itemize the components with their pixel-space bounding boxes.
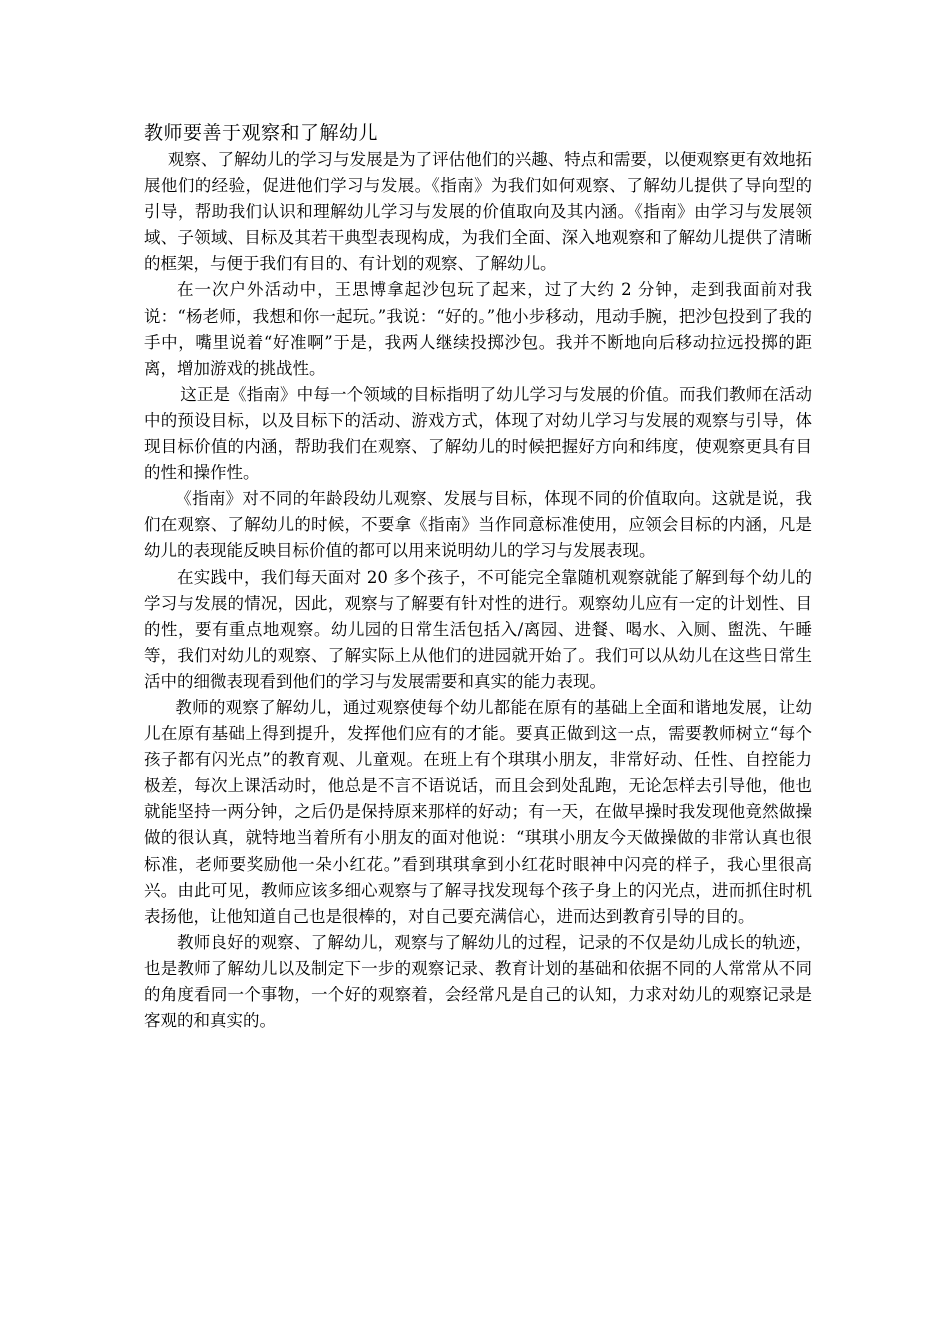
document-page [144,119,812,1034]
paragraph-5: 在实践中，我们每天面对 20 多个孩子，不可能完全靠随机观察就能了解到每个幼儿的学习与发展的情况，因此，观察与了解要有针对性的进行。观察幼儿应有一定的计划性、目的性，要有重点地观察。幼儿园的日常生活包括入/离园、进餐、喝水、入厕、盥洗、午睡等，我们对幼儿的观察、了解实际上从他们的进园就开始了。我们可以从幼儿在这些日常生活中的细微表现看到他们的学习与发展需要和真实的能力表现。 [144,567,812,691]
document-title: 教师要善于观察和了解幼儿 [144,122,379,144]
paragraph-2: 在一次户外活动中，王思博拿起沙包玩了起来，过了大约 2 分钟，走到我面前对我说：“杨老师，我想和你一起玩。”我说：“好的。”他小步移动，甩动手腕，把沙包投到了我的手中，嘴里说着“好准啊”于是，我两人继续投掷沙包。我并不断地向后移动拉远投掷的距离，增加游戏的挑战性。 [144,280,812,378]
paragraph-3: 这正是《指南》中每一个领域的目标指明了幼儿学习与发展的价值。而我们教师在活动中的预设目标，以及目标下的活动、游戏方式，体现了对幼儿学习与发展的观察与引导，体现目标价值的内涵，帮助我们在观察、了解幼儿的时候把握好方向和纬度，使观察更具有目的性和操作性。 [144,384,812,483]
paragraph-7: 教师良好的观察、了解幼儿，观察与了解幼儿的过程，记录的不仅是幼儿成长的轨迹，也是教师了解幼儿以及制定下一步的观察记录、教育计划的基础和依据不同的人常常从不同的角度看同一个事物，一个好的观察着，会经常凡是自己的认知，力求对幼儿的观察记录是客观的和真实的。 [144,932,812,1031]
paragraph-4: 《指南》对不同的年龄段幼儿观察、发展与目标，体现不同的价值取向。这就是说，我们在观察、了解幼儿的时候，不要拿《指南》当作同意标准使用，应领会目标的内涵，凡是幼儿的表现能反映目标价值的都可以用来说明幼儿的学习与发展表现。 [144,489,812,561]
paragraph-1: 观察、了解幼儿的学习与发展是为了评估他们的兴趣、特点和需要，以便观察更有效地拓展他们的经验，促进他们学习与发展。《指南》为我们如何观察、了解幼儿提供了导向型的引导，帮助我们认识和理解幼儿学习与发展的价值取向及其内涵。《指南》由学习与发展领域、子领域、目标及其若干典型表现构成，为我们全面、深入地观察和了解幼儿提供了清晰的框架，与便于我们有目的、有计划的观察、了解幼儿。 [144,150,812,274]
paragraph-6: 教师的观察了解幼儿，通过观察使每个幼儿都能在原有的基础上全面和谐地发展，让幼儿在原有基础上得到提升，发挥他们应有的才能。要真正做到这一点，需要教师树立“每个孩子都有闪光点”的教育观、儿童观。在班上有个琪琪小朋友，非常好动、任性、自控能力极差，每次上课活动时，他总是不言不语说话，而且会到处乱跑，无论怎样去引导他，他也就能坚持一两分钟，之后仍是保持原来那样的好动；有一天，在做早操时我发现他竟然做操做的很认真，就特地当着所有小朋友的面对他说：“琪琪小朋友今天做操做的非常认真也很标准，老师要奖励他一朵小红花。”看到琪琪拿到小红花时眼神中闪亮的样子，我心里很高兴。由此可见，教师应该多细心观察与了解寻找发现每个孩子身上的闪光点，进而抓住时机表扬他，让他知道自己也是很棒的，对自己要充满信心，进而达到教育引导的目的。 [144,697,812,926]
